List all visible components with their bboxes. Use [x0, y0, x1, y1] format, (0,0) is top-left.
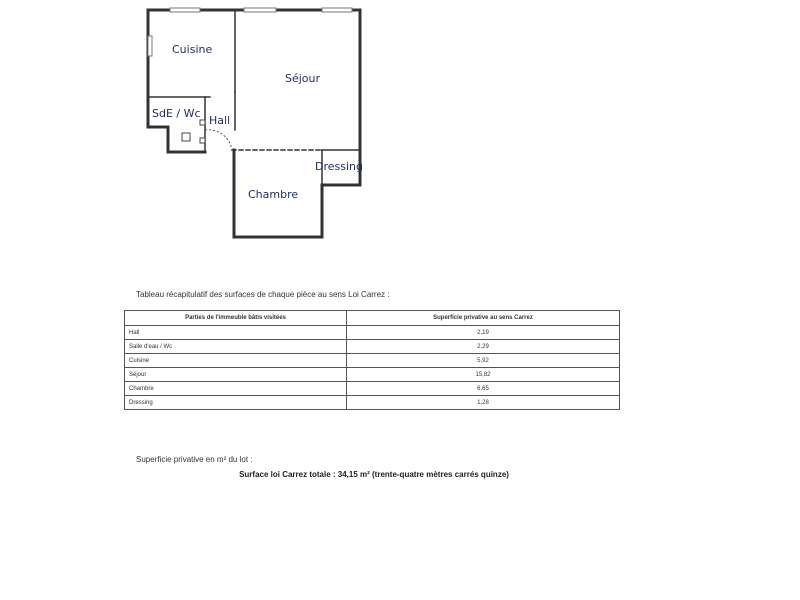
row-area: 15,82	[347, 368, 620, 382]
row-area: 2,19	[347, 326, 620, 340]
table-intro: Tableau récapitulatif des surfaces de chaque pièce au sens Loi Carrez :	[136, 290, 390, 299]
room-label-sejour: Séjour	[285, 72, 321, 85]
window	[244, 8, 276, 12]
row-room: Cuisine	[125, 354, 347, 368]
row-room: Séjour	[125, 368, 347, 382]
header-rooms: Parties de l'immeuble bâtis visitées	[125, 311, 347, 326]
table-header-row	[125, 311, 620, 326]
kitchen-counter	[148, 36, 152, 56]
room-label-hall: Hall	[209, 114, 231, 127]
window	[322, 8, 352, 12]
row-room: Dressing	[125, 396, 347, 410]
row-room: Hall	[125, 326, 347, 340]
table-row	[125, 396, 620, 410]
room-label-sde-wc: SdE / Wc	[152, 107, 201, 120]
window	[170, 8, 200, 12]
row-area: 6,65	[347, 382, 620, 396]
table-row	[125, 340, 620, 354]
room-label-cuisine: Cuisine	[172, 43, 213, 56]
room-label-chambre: Chambre	[248, 188, 299, 201]
sink-fixture	[182, 133, 190, 141]
row-area: 2,29	[347, 340, 620, 354]
table-row	[125, 382, 620, 396]
fixture	[200, 120, 205, 125]
row-area: 5,92	[347, 354, 620, 368]
table-row	[125, 326, 620, 340]
door-swing	[205, 130, 232, 150]
total-carrez-area: Surface loi Carrez totale : 34,15 m² (trente-quatre mètres carrés quinze)	[239, 470, 509, 479]
row-room: Chambre	[125, 382, 347, 396]
header-area: Superficie privative au sens Carrez	[347, 311, 620, 326]
lot-area-label: Superficie privative en m² du lot :	[136, 455, 253, 464]
table-row	[125, 368, 620, 382]
room-label-dressing: Dressing	[315, 160, 363, 173]
floor-plan	[0, 0, 800, 260]
table-row	[125, 354, 620, 368]
row-room: Salle d'eau / Wc	[125, 340, 347, 354]
fixture	[200, 138, 205, 143]
carrez-table	[124, 310, 620, 410]
row-area: 1,28	[347, 396, 620, 410]
